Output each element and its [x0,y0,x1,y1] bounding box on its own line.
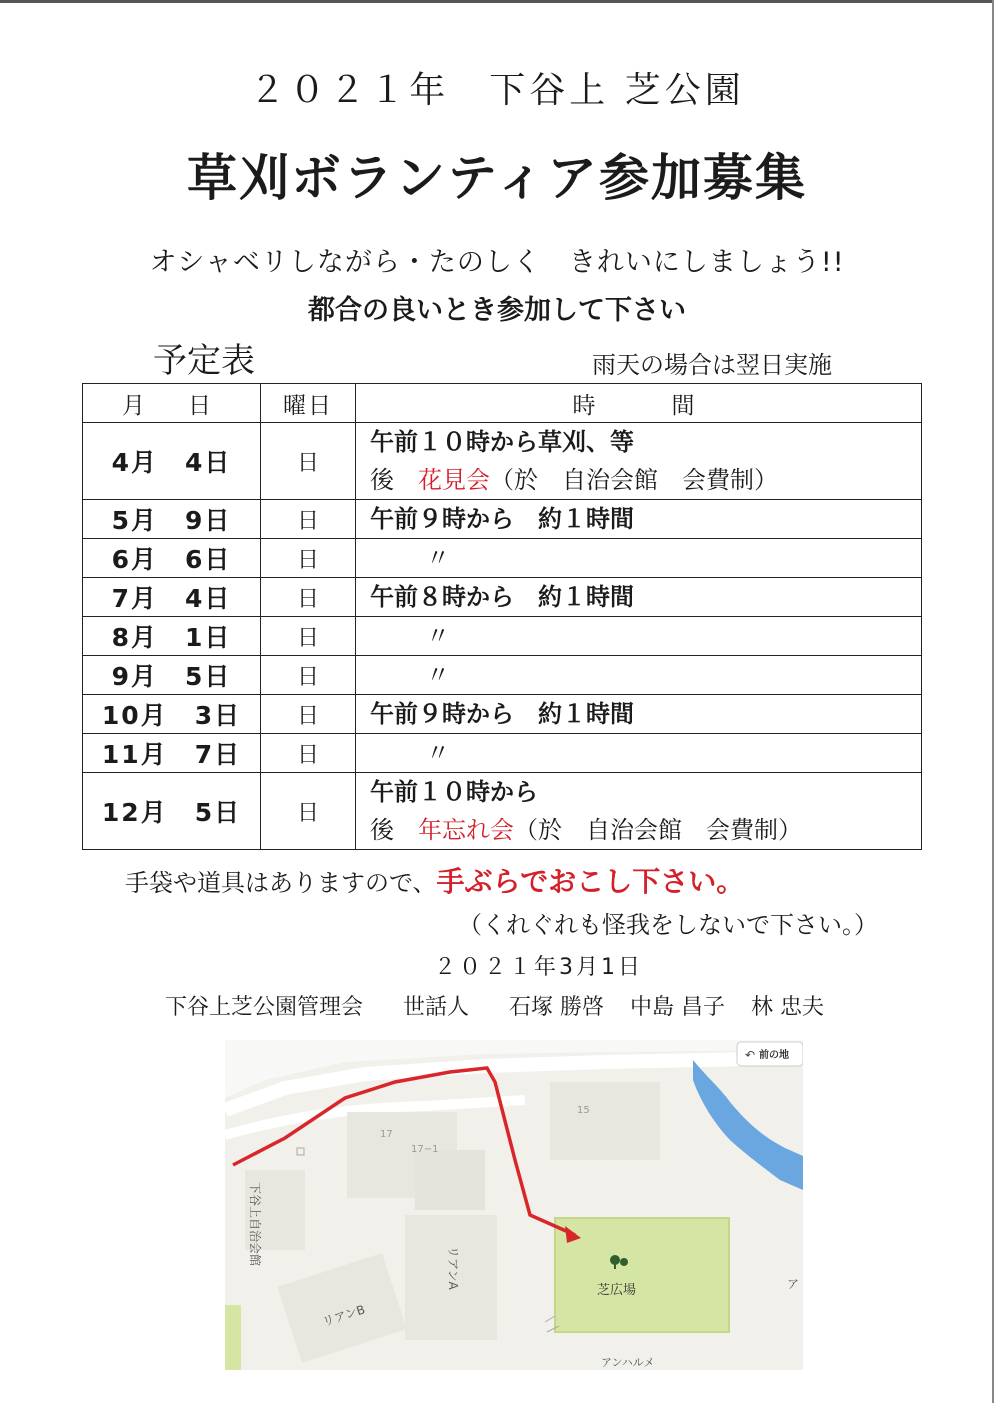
row-date: 12月 5日 [83,773,261,850]
row-time-line2 [370,811,921,849]
table-row [83,539,922,578]
col-day-header: 曜日 [261,384,356,423]
row-day: 日 [261,423,356,500]
rain-note: 雨天の場合は翌日実施 [592,351,832,379]
lian-b-label: リアンB [320,1302,367,1330]
caution-note: （くれぐれも怪我をしないで下さい。） [458,911,878,939]
flyer-subtitle-2: 都合の良いとき参加して下さい [308,295,686,326]
gloves-note-text: 手袋や道具はありますので、 [125,869,437,897]
person-name: 中島 昌子 [630,995,726,1020]
schedule-table [82,383,922,850]
row-time: 午前８時から 約１時間 [356,578,922,617]
table-row [83,695,922,734]
row-time-line2-pre: 後 [370,816,418,844]
edge-label: ア [787,1277,800,1291]
row-date: 6月 6日 [83,539,261,578]
issue-date: ２０２１年3月1日 [434,955,643,980]
row-time [356,423,922,500]
map-back-label: 前の地 [759,1050,789,1061]
row-day: 日 [261,500,356,539]
row-time: 午前９時から 約１時間 [356,500,922,539]
org-role: 世話人 [403,995,470,1020]
row-day: 日 [261,578,356,617]
flyer-main-title: 草刈ボランティア参加募集 [187,149,807,207]
flyer-subtitle: オシャベリしながら・たのしく きれいにしましょう!! [149,247,845,278]
row-day: 日 [261,734,356,773]
lot-15-label: 15 [577,1105,590,1116]
table-row [83,773,922,850]
row-day: 日 [261,617,356,656]
person-name: 石塚 勝啓 [509,995,605,1020]
organizer-line [165,990,864,1021]
row-day: 日 [261,656,356,695]
org-name: 下谷上芝公園管理会 [165,995,364,1020]
schedule-heading: 予定表 [153,341,255,381]
row-date: 8月 1日 [83,617,261,656]
table-row [83,500,922,539]
event-name: 年忘れ会 [418,816,514,844]
row-time-line1: 午前１０時から草刈、等 [370,428,634,456]
row-time: 〃 [356,539,922,578]
row-time-line1: 午前１０時から [370,778,538,806]
scan-top-edge [0,0,994,3]
table-row [83,423,922,500]
field-label: 芝広場 [597,1283,637,1298]
lian-a-label: リアンA [446,1246,460,1290]
row-time [356,773,922,850]
event-name: 花見会 [418,466,490,494]
row-day: 日 [261,773,356,850]
row-day: 日 [261,539,356,578]
row-date: 7月 4日 [83,578,261,617]
table-row [83,656,922,695]
back-arrow-icon: ↶ [745,1048,756,1062]
row-time: 〃 [356,617,922,656]
table-row [83,578,922,617]
row-time-line2-pre: 後 [370,466,418,494]
schedule-header-row [83,384,922,423]
gloves-note [125,860,744,900]
park-map [225,1040,803,1370]
person-name: 林 忠夫 [751,995,825,1020]
gloves-note-emphasis: 手ぶらでおこし下さい。 [436,865,745,898]
row-date: 9月 5日 [83,656,261,695]
hall-label: 下谷上自治会館 [248,1182,262,1267]
flyer-year-title: ２０２１年 下谷上 芝公園 [249,70,745,111]
row-day: 日 [261,695,356,734]
row-date: 4月 4日 [83,423,261,500]
map-green-edge [225,1305,241,1370]
lot-17-label: 17 [380,1129,393,1140]
col-time-header: 時 間 [356,384,922,423]
shiba-field [555,1218,729,1332]
bottom-edge-label: アンハルメ [601,1356,655,1369]
table-row [83,617,922,656]
row-time-line2 [370,461,921,499]
row-date: 11月 7日 [83,734,261,773]
col-date-header: 月 日 [83,384,261,423]
map-building-15 [550,1082,660,1160]
row-time: 午前９時から 約１時間 [356,695,922,734]
row-time: 〃 [356,734,922,773]
lot-17-1-label: 17−1 [411,1144,439,1155]
row-time: 〃 [356,656,922,695]
map-building-17-1 [415,1150,485,1210]
table-row [83,734,922,773]
row-date: 10月 3日 [83,695,261,734]
row-time-line2-post: （於 自治会館 会費制） [490,466,778,494]
row-date: 5月 9日 [83,500,261,539]
row-time-line2-post: （於 自治会館 会費制） [514,816,802,844]
